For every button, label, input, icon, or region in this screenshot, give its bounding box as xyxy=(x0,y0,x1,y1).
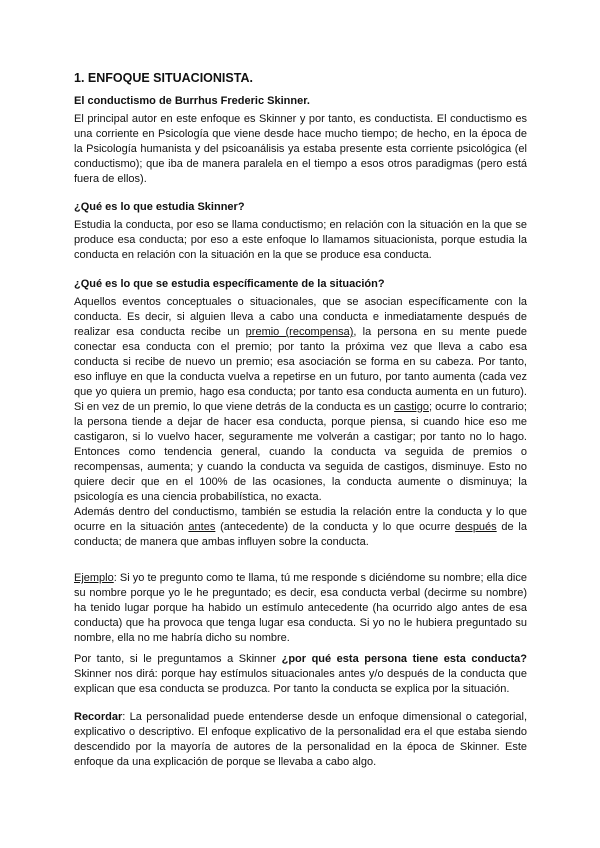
paragraph-situacion xyxy=(74,295,527,550)
text-run: Aquellos eventos conceptuales o situacionales, que se asocian específicamente con la conducta. Es decir, si alguien lleva a cabo una conducta e inmediatamente después de realizar esa conducta recibe un xyxy=(74,296,527,338)
text-run: de la conducta; de manera que ambas influyen sobre la conducta. xyxy=(74,521,527,548)
text-run: Además dentro del conductismo, también se estudia la relación entre la conducta y lo que ocurre en la situación xyxy=(74,506,527,533)
text-run: Por tanto, si le preguntamos a Skinner xyxy=(74,653,282,665)
paragraph-recordar xyxy=(74,710,527,770)
text-run: : La personalidad puede entenderse desde un enfoque dimensional o categorial, explicativo o descriptivo. El enfoque explicativo de la personalidad era el que estaba siendo descendido por la mayoría de autores de la personalidad en la época de Skinner. Este enfoque da una explicación de porque se llevaba a cabo algo. xyxy=(74,711,527,768)
paragraph-conductismo: El principal autor en este enfoque es Skinner y por tanto, es conductista. El conductismo es una corriente en Psicología que viene desde hace mucho tiempo; de hecho, en la época de la Psicología humanista y del psicoanálisis ya estaba presente esta corriente psicológica (el conductismo); que iba de manera paralela en el tiempo a esos otros paradigmas (pero está fuera de ellos). xyxy=(74,113,527,185)
paragraph-pregunta xyxy=(74,652,527,697)
section-heading-conductismo: El conductismo de Burrhus Frederic Skinner. xyxy=(74,95,310,107)
underlined-premio: premio (recompensa) xyxy=(245,326,354,338)
underlined-despues: después xyxy=(455,521,497,533)
underlined-castigo: castigo xyxy=(394,401,429,413)
section-heading-que-estudia: ¿Qué es lo que estudia Skinner? xyxy=(74,201,245,213)
section-heading-situacion: ¿Qué es lo que se estudia específicamente de la situación? xyxy=(74,278,385,290)
bold-question: ¿por qué esta persona tiene esta conducta? xyxy=(281,653,527,665)
text-run: ; ocurre lo contrario; la persona tiende a dejar de hacer esa conducta, porque piensa, si cuando hice eso me castigaron, si lo vuelvo hacer, seguramente me volverán a castigar; por tanto no lo hago. Entonces como tendencia general, cuando la conducta va seguida de premios o recompensas, aumenta; y cuando la conducta va seguida de castigos, disminuye. Esto no quiere decir que en el 100% de las ocasiones, la conducta aumente o disminuya; la psicología es una ciencia probabilística, no exacta. xyxy=(74,401,527,503)
paragraph-que-estudia: Estudia la conducta, por eso se llama conductismo; en relación con la situación en la que se produce esa conducta; por eso a este enfoque lo llamamos situacionista, porque estudia la conducta en relación con la situación en la que se produce esa conducta. xyxy=(74,219,527,261)
underlined-antes: antes xyxy=(188,521,216,533)
text-run: (antecedente) de la conducta y lo que ocurre xyxy=(215,521,456,533)
recordar-label: Recordar xyxy=(74,711,123,723)
document-title: 1. ENFOQUE SITUACIONISTA. xyxy=(74,71,253,85)
text-run: , la persona en su mente puede conectar esa conducta con el premio; por tanto la próxima vez que lleva a cabo esa conducta si recibe de nuevo un premio; esa asociación se forma en su cabeza. Por tanto, eso influye en que la conducta vuelva a repetirse en un futuro, por tanto aumenta (cada vez que yo quiera un premio, hago esa conducta; por tanto esa conducta aumenta en un futuro). Si en vez de un premio, lo que viene detrás de la conducta es un xyxy=(74,326,527,413)
text-run: : Si yo te pregunto como te llama, tú me responde s diciéndome su nombre; ella dice su nombre porque yo le he preguntado; es decir, esa conducta verbal (decirme su nombre) ha tenido lugar porque ha habido un estímulo antecedente (ha ocurrido algo antes de esa conducta) que ha provoca que tenga lugar esa conducta. Si yo no le hubiera preguntado su nombre, ella no me habría dicho su nombre. xyxy=(74,572,527,644)
ejemplo-label: Ejemplo xyxy=(74,572,114,584)
paragraph-ejemplo xyxy=(74,571,527,646)
text-run: Skinner nos dirá: porque hay estímulos situacionales antes y/o después de la conducta que explican que esa conducta se produzca. Por tanto la conducta se explica por la situación. xyxy=(74,668,527,695)
